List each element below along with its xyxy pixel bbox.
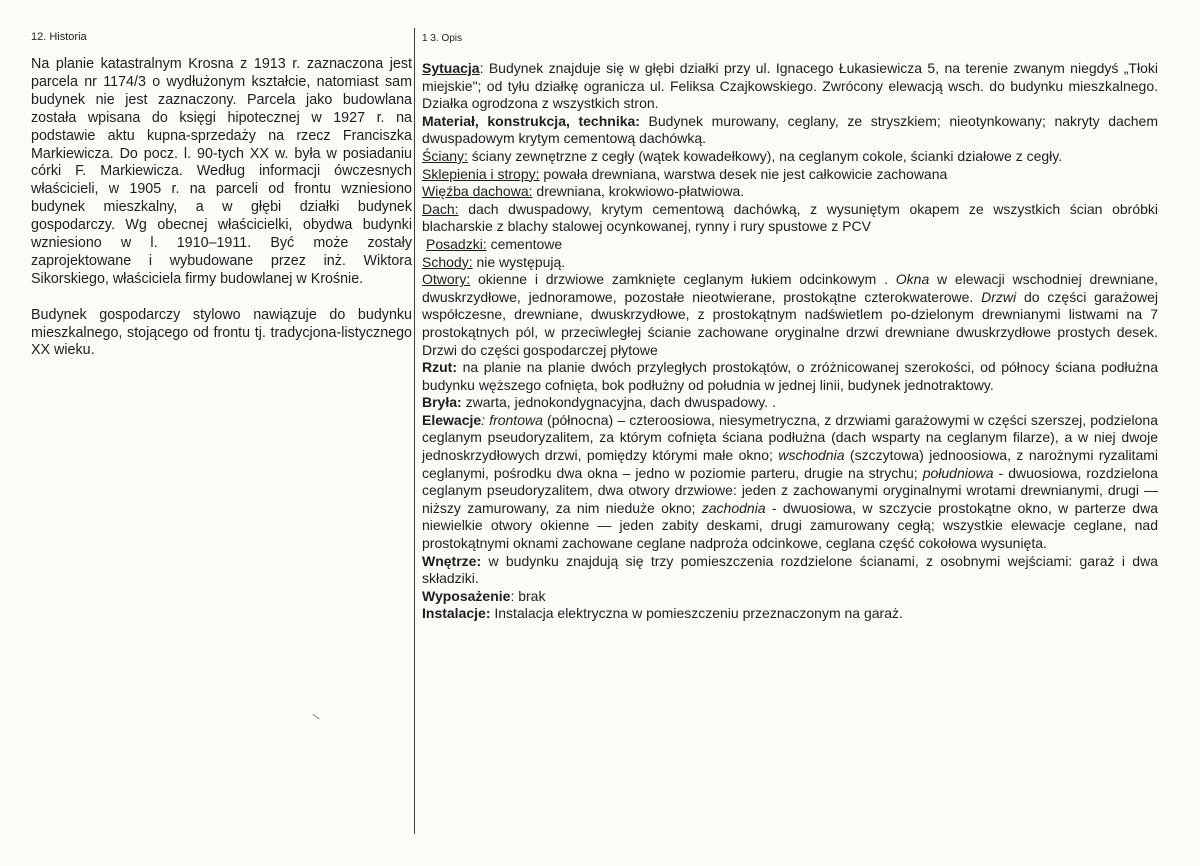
label-wyposazenie: Wyposażenie [422,587,511,604]
text-posadzki: cementowe [486,235,563,252]
entry-otwory [422,271,1158,359]
label-bryla: Bryła: [422,394,462,411]
label-material: Materiał, konstrukcja, technika: [422,112,640,129]
text-dach: dach dwuspadowy, krytym cementową dachówką, z wysuniętym okapem ze wszystkich ścian obróbki blacharskie z blachy stalowej ocynkowanej, rynny i rury spustowe z PCV [422,200,1158,235]
text-instalacje: Instalacja elektryczna w pomieszczeniu przeznaczonym na garaż. [490,605,903,622]
label-dach: Dach: [422,200,459,217]
text-elewacje-2: (szczytowa) jednoosiowa, z narożnymi ryzalitami ceglanymi, pośrodku dwa okna – jedno w poziomie parteru, drugie na strychu; [422,447,1159,481]
text-otwory-2: w elewacji wschodniej drewniane, dwuskrzydłowe, jednoramowe, pozostałe nieotwierane, prostokątne czterokwaterowe. [422,271,1158,305]
label-sytuacja: Sytuacja [422,60,480,76]
entry-wiezba [422,183,1158,201]
entry-elewacje [422,412,1158,553]
text-wnetrze: w budynku znajdują się trzy pomieszczenia rozdzielone ścianami, z osobnymi wejściami: garaż i dwa składziki. [422,552,1158,587]
text-wiezba: drewniana, krokwiowo-płatwiowa. [532,183,745,200]
historia-paragraph-1: Na planie katastralnym Krosna z 1913 r. zaznaczona jest parcela nr 1174/3 o wydłużonym kształcie, natomiast sam budynek nie jest zaznaczony. Parcela jako budowlana została wpisana do księgi hipotecznej w 1927 r. na podstawie aktu kupna-sprzedaży na rzecz Franciszka Markiewicza. Do pocz. l. 90-tych XX w. była w posiadaniu córki F. Markiewicza. Według informacji ówczesnych właścicieli, w 1905 r. na parceli od frontu wzniesiono budynek mieszkalny, a w głębi działki budynek gospodarczy. Wg obecnej właścicielki, obydwa budynki wzniesiono w l. 1910–1911. Być może zostały zaprojektowane i wybudowane przez inż. Wiktora Sikorskiego, właściciela firmy budowlanej w Krośnie. [31,56,412,287]
term-drzwi: Drzwi [981,288,1017,305]
text-elewacje-4: - dwuosiowa, w szczycie prostokątne okno, w parterze dwa niewielkie otwory okienne — jeden zabity deskami, drugi zamurowany cegłą; wszystkie elewacje ceglane, nad prostokątnymi oknami zachowane ceglane nadproża odcinkowe, ceglana część cokołowa wysunięta. [422,499,1158,552]
entry-sciany [422,148,1158,166]
text-otwory-1: okienne i drzwiowe zamknięte ceglanym łukiem odcinkowym . [470,271,896,288]
elewacje-colon: : [481,411,490,428]
text-sytuacja: : Budynek znajduje się w głębi działki przy ul. Ignacego Łukasiewicza 5, na terenie zwanym niegdyś „Tłoki miejskie"; od tyłu działkę ogranicza ul. Feliksa Czajkowskiego. Zwrócony elewacją wsch. do budynku mieszkalnego. Działka ogrodzona z wszystkich stron. [422,60,1158,112]
entry-dach [422,201,1158,236]
label-otwory: Otwory: [422,271,471,288]
label-sklepienia: Sklepienia i stropy: [422,165,540,182]
entry-wnetrze [422,553,1158,588]
text-material: Budynek murowany, ceglany, ze stryszkiem; nieotynkowany; nakryty dachem dwuspadowym krytym cementową dachówką. [422,112,1158,147]
label-instalacje: Instalacje: [422,605,491,622]
label-wiezba: Więźba dachowa: [422,183,533,200]
entry-instalacje [422,605,1158,623]
entry-wyposazenie [422,588,1158,606]
term-wschodnia: wschodnia [778,447,845,464]
label-rzut: Rzut: [422,359,457,376]
entry-material [422,113,1158,148]
term-frontowa: frontowa [489,411,543,428]
term-zachodnia: zachodnia [701,499,766,516]
term-poludniowa: południowa [922,464,994,481]
text-elewacje-3: - dwuosiowa, rozdzielona ceglanym pseudoryzalitem, dwa otwory drzwiowe: jeden z zachowanymi oryginalnymi wrotami drewnianymi, drugi — niższy zamurowany, za nim nieduże okno; [422,464,1158,516]
section-heading-opis: 1 3. Opis [422,33,463,44]
text-rzut: na planie na planie dwóch przyległych prostokątów, o zróżnicowanej szerokości, od północy ściana podłużna budynku węższego cofnięta, bok podłużny od południa w jednej linii, budynek jednotraktowy. [422,359,1158,393]
entry-schody [422,254,1158,272]
entry-rzut [422,359,1158,394]
column-divider [414,28,415,834]
section-heading-historia: 12. Historia [31,31,87,43]
term-okna: Okna [895,271,930,288]
historia-paragraph-2: Budynek gospodarczy stylowo nawiązuje do budynku mieszkalnego, stojącego od frontu tj. tradycjona-listycznego XX wieku. [31,306,412,359]
text-bryla: zwarta, jednokondygnacyjna, dach dwuspadowy. . [461,394,776,411]
entry-bryla [422,394,1158,412]
entry-posadzki [422,236,1158,254]
entry-sklepienia [422,166,1158,184]
label-wnetrze: Wnętrze: [422,552,482,569]
text-schody: nie występują. [472,253,566,270]
label-sciany: Ściany: [422,147,468,164]
entry-sytuacja [422,60,1158,113]
historia-column [31,56,412,378]
text-sklepienia: powała drewniana, warstwa desek nie jest całkowicie zachowana [539,165,948,182]
label-schody: Schody: [422,253,473,270]
text-sciany: ściany zewnętrzne z cegły (wątek kowadełkowy), na ceglanym cokole, ścianki działowe z cegły. [467,147,1063,164]
label-posadzki: Posadzki: [426,235,487,252]
label-elewacje: Elewacje [422,411,482,428]
stray-pen-mark [312,714,319,719]
text-otwory-3: do części garażowej współczesne, drewniane, dwuskrzydłowe, z prostokątnym nadświetlem po-dzielonym drewnianymi listwami na 7 prostokątnych pól, w przeciwległej ścianie zachowane oryginalne drzwi drewniane dwuskrzydłowe prostych desek. Drzwi do części gospodarczej płytowe [422,288,1158,358]
opis-column [422,60,1158,623]
text-elewacje-1: (północna) – czteroosiowa, niesymetryczna, z drzwiami garażowymi w części szerszej, podzielona ceglanym pseudoryzalitem, za którym cofnięta ściana podłużna (dach wsparty na ceglanym filarze), a w niej dwoje jednoskrzydłowych drzwi, pomiędzy którymi małe okno; [422,411,1158,464]
text-wyposazenie: : brak [510,587,546,604]
